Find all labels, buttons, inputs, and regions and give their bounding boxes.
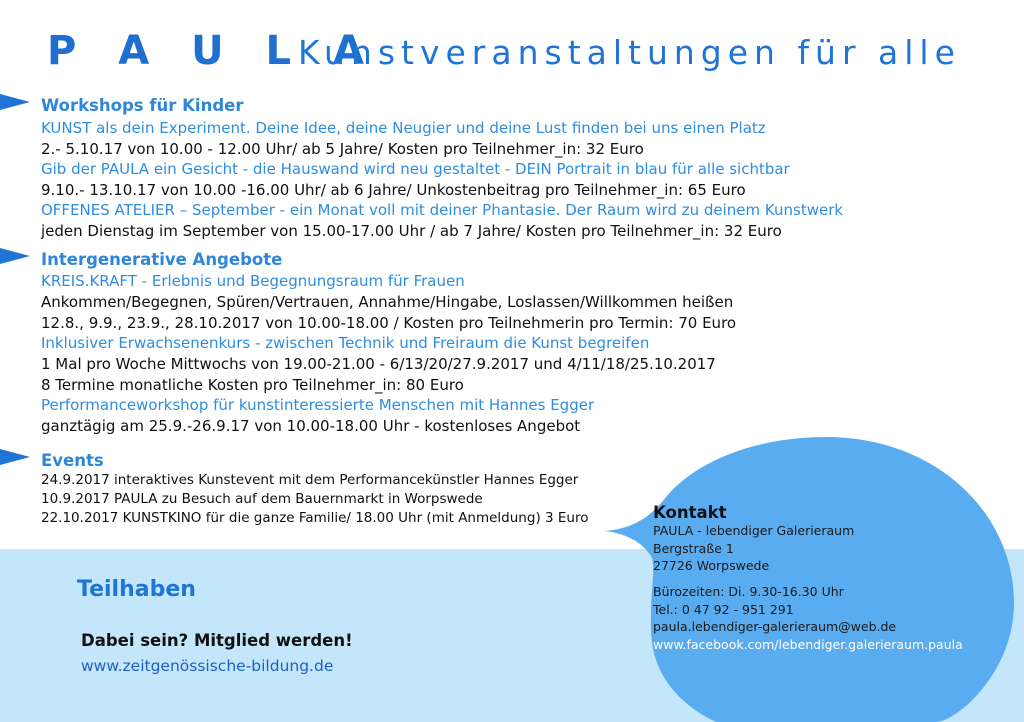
event-line: 10.9.2017 PAULA zu Besuch auf dem Bauernmarkt in Worpswede <box>41 491 483 507</box>
intergen-heading: Intergenerative Angebote <box>41 250 283 269</box>
membership-cta: Dabei sein? Mitglied werden! <box>81 631 353 650</box>
office-hours: Bürozeiten: Di. 9.30-16.30 Uhr <box>653 584 844 599</box>
workshop-line: 2.- 5.10.17 von 10.00 - 12.00 Uhr/ ab 5 Jahre/ Kosten pro Teilnehmer_in: 32 Euro <box>41 140 644 158</box>
teilhaben-heading: Teilhaben <box>77 577 196 602</box>
intergen-line: Inklusiver Erwachsenenkurs - zwischen Technik und Freiraum die Kunst begreifen <box>41 334 650 352</box>
workshops-heading: Workshops für Kinder <box>41 96 244 115</box>
brand-title: P A U L A <box>47 28 378 74</box>
events-heading: Events <box>41 451 104 470</box>
facebook-link[interactable]: www.facebook.com/lebendiger.galerieraum.paula <box>653 637 963 652</box>
workshop-line: 9.10.- 13.10.17 von 10.00 -16.00 Uhr/ ab 6 Jahre/ Unkostenbeitrag pro Teilnehmer_in: 65 Euro <box>41 181 746 199</box>
workshop-line: jeden Dienstag im September von 15.00-17.00 Uhr / ab 7 Jahre/ Kosten pro Teilnehmer_in: 32 Euro <box>41 222 782 240</box>
contact-speech-bubble <box>596 433 1016 722</box>
contact-city: 27726 Worpswede <box>653 558 770 573</box>
intergen-line: 8 Termine monatliche Kosten pro Teilnehmer_in: 80 Euro <box>41 376 464 394</box>
intergen-line: KREIS.KRAFT - Erlebnis und Begegnungsraum für Frauen <box>41 272 465 290</box>
workshop-line: KUNST als dein Experiment. Deine Idee, deine Neugier und deine Lust finden bei uns einen Platz <box>41 119 766 137</box>
intergen-line: Ankommen/Begegnen, Spüren/Vertrauen, Annahme/Hingabe, Loslassen/Willkommen heißen <box>41 293 734 311</box>
section-arrow-icon <box>0 246 30 266</box>
event-line: 22.10.2017 KUNSTKINO für die ganze Familie/ 18.00 Uhr (mit Anmeldung) 3 Euro <box>41 510 589 526</box>
intergen-line: Performanceworkshop für kunstinteressierte Menschen mit Hannes Egger <box>41 396 595 414</box>
intergen-line: ganztägig am 25.9.-26.9.17 von 10.00-18.00 Uhr - kostenloses Angebot <box>41 417 581 435</box>
contact-name: PAULA - lebendiger Galerieraum <box>653 523 855 538</box>
page-subtitle: Kunstveranstaltungen für alle <box>298 33 961 72</box>
contact-heading: Kontakt <box>653 503 727 522</box>
workshop-line: Gib der PAULA ein Gesicht - die Hauswand wird neu gestaltet - DEIN Portrait in blau für alle sichtbar <box>41 160 790 178</box>
intergen-line: 1 Mal pro Woche Mittwochs von 19.00-21.00 - 6/13/20/27.9.2017 und 4/11/18/25.10.2017 <box>41 355 716 373</box>
event-line: 24.9.2017 interaktives Kunstevent mit dem Performancekünstler Hannes Egger <box>41 472 579 488</box>
section-arrow-icon <box>0 447 30 467</box>
section-arrow-icon <box>0 92 30 112</box>
website-link[interactable]: www.zeitgenössische-bildung.de <box>81 657 334 675</box>
workshop-line: OFFENES ATELIER – September - ein Monat voll mit deiner Phantasie. Der Raum wird zu deinem Kunstwerk <box>41 201 844 219</box>
intergen-line: 12.8., 9.9., 23.9., 28.10.2017 von 10.00-18.00 / Kosten pro Teilnehmerin pro Termin: 70 Euro <box>41 314 737 332</box>
contact-street: Bergstraße 1 <box>653 541 734 556</box>
contact-phone: Tel.: 0 47 92 - 951 291 <box>653 602 794 617</box>
contact-email[interactable]: paula.lebendiger-galerieraum@web.de <box>653 619 897 634</box>
